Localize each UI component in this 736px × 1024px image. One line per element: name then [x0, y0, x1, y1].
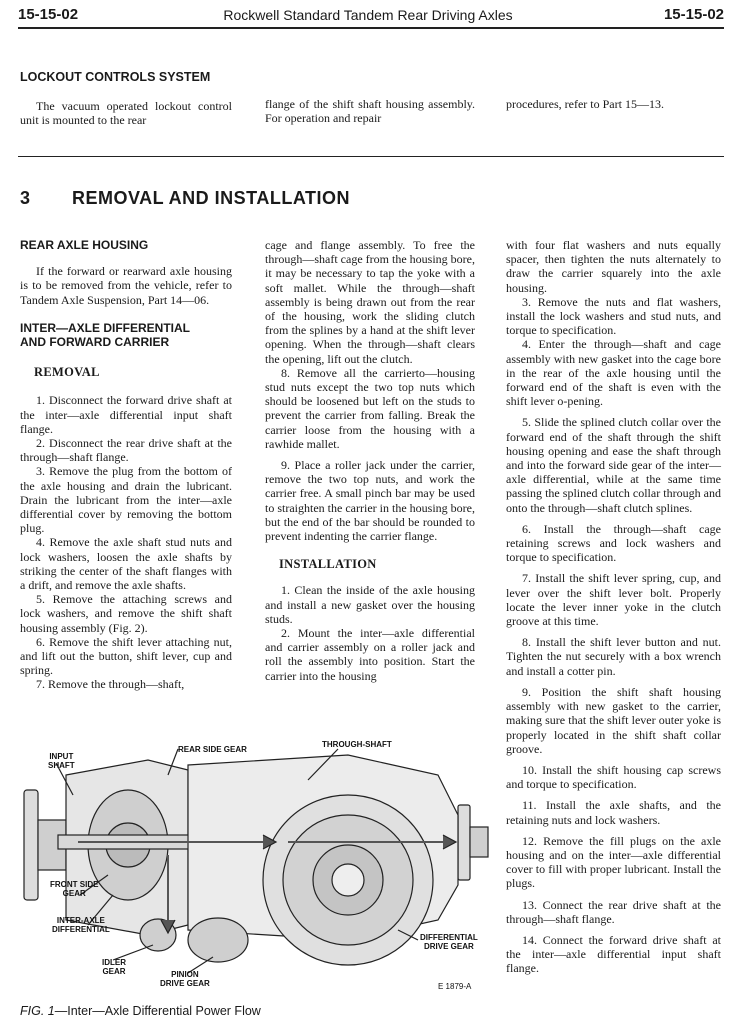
figure-caption-prefix: FIG. 1—: [20, 1004, 68, 1018]
install-step-11: 11. Install the axle shafts, and the retaining nuts and lock washers.: [506, 798, 721, 827]
label-front-side-gear: [50, 880, 98, 898]
column-3: [506, 238, 721, 976]
lockout-heading: LOCKOUT CONTROLS SYSTEM: [20, 70, 211, 84]
header-rule: [18, 27, 724, 29]
section-rule: [18, 156, 724, 157]
label-input-shaft: [48, 752, 75, 770]
install-step-1: 1. Clean the inside of the axle housing and install a new gasket over the housing studs.: [265, 583, 475, 626]
label-idler-gear: [102, 958, 126, 976]
label-pinion-drive-gear: [160, 970, 210, 988]
removal-step-9: 9. Place a roller jack under the carrier, remove the two top nuts, and work the carrier free. A small pinch bar may be used to straighten the carrier in the housing bore, but the end of the bar should be rounded to prevent indenting the carrier flange.: [265, 458, 475, 544]
figure-caption-text: Inter—Axle Differential Power Flow: [67, 1004, 261, 1018]
label-input-shaft-2: SHAFT: [48, 761, 75, 770]
label-front-side-gear-2: GEAR: [62, 889, 86, 898]
column-2: [265, 238, 475, 683]
install-step-6: 6. Install the through—shaft cage retaining screws and lock washers and torque to specification.: [506, 521, 721, 565]
lockout-col1: [20, 99, 232, 127]
page-number-right: 15-15-02: [663, 6, 724, 23]
page-number-left: 15-15-02: [18, 6, 79, 23]
install-step-13: 13. Connect the rear drive shaft at the through—shaft flange.: [506, 897, 721, 926]
removal-step-7: 7. Remove the through—shaft,: [36, 677, 185, 692]
label-pinion-drive-gear-2: DRIVE GEAR: [160, 979, 210, 988]
input-flange: [24, 790, 38, 900]
label-input-shaft-1: INPUT: [49, 752, 74, 761]
figure-caption: [20, 1004, 261, 1018]
install-step-14: 14. Connect the forward drive shaft at the inter—axle differential input shaft flange.: [506, 932, 721, 976]
label-inter-axle-differential-2: DIFFERENTIAL: [52, 925, 110, 934]
section-number: 3: [20, 188, 31, 208]
removal-subhead: REMOVAL: [34, 365, 100, 380]
install-step-7: 7. Install the shift lever spring, cup, and lever over the shift lever bolt. Properly locate the lever inner yoke in the clutch groove at this time.: [506, 571, 721, 629]
label-differential-drive-gear: [420, 933, 478, 951]
label-pinion-drive-gear-1: PINION: [171, 970, 199, 979]
heading-inter-axle-1: INTER—AXLE DIFFERENTIAL: [20, 320, 190, 335]
column-1: [20, 238, 232, 692]
power-flow-illustration: [18, 735, 496, 997]
running-title: Rockwell Standard Tandem Rear Driving Axles: [223, 7, 513, 23]
label-differential-drive-gear-1: DIFFERENTIAL: [420, 933, 478, 942]
output-flange: [458, 805, 470, 880]
removal-step-5: 5. Remove the attaching screws and lock washers, and remove the shift shaft housing assembly (Fig. 2).: [20, 592, 232, 635]
install-step-10: 10. Install the shift housing cap screws and torque to specification.: [506, 762, 721, 792]
removal-step-7-cont: cage and flange assembly. To free the through—shaft cage from the housing bore, it may be necessary to tap the yoke with a soft mallet. While the through—shaft assembly is being drawn out from the rear of the housing, work the sliding clutch from the splines by a hand at the shift lever opening. When the through—shaft clears the opening, lift out the clutch.: [265, 238, 475, 366]
label-rear-side-gear: REAR SIDE GEAR: [178, 745, 247, 754]
removal-step-8: 8. Remove all the carrierto—housing stud nuts except the two top nuts which should be loosened but left on the studs to prevent the carrier from falling. Break the carrier loose from the housing with a rawhide mallet.: [265, 365, 475, 451]
label-front-side-gear-1: FRONT SIDE: [50, 880, 99, 889]
section-title: REMOVAL AND INSTALLATION: [72, 188, 350, 208]
lockout-col1-text: The vacuum operated lockout control unit is mounted to the rear: [20, 99, 232, 128]
removal-step-4: 4. Remove the axle shaft stud nuts and lock washers, loosen the axle shafts by striking the center of the shaft flanges with a drift, and remove the axle shafts.: [20, 535, 232, 593]
install-step-4: 4. Enter the through—shaft and cage assembly with new gasket into the cage bore in the rear of the axle housing until the forward end of the shaft is even with the shift lever o-pening.: [506, 337, 721, 409]
lockout-col3-text: procedures, refer to Part 15—13.: [506, 97, 664, 111]
heading-inter-axle-2: AND FORWARD CARRIER: [20, 335, 170, 350]
install-step-2: 2. Mount the inter—axle differential and carrier assembly on a roller jack and roll the assembly into position. Start the carrier into the housing: [265, 626, 475, 683]
install-step-9: 9. Position the shift shaft housing assembly with new gasket to the carrier, making sure that the shift lever outer yoke is properly located in the shift shaft collar groove.: [506, 684, 721, 756]
rear-axle-housing-text: If the forward or rearward axle housing is to be removed from the vehicle, refer to Tandem Axle Suspension, Part 14—06.: [20, 264, 232, 307]
install-step-2-cont: with four flat washers and nuts equally spacer, then tighten the nuts alternately to draw the carrier squarely into the axle housing.: [506, 238, 721, 295]
removal-step-1: 1. Disconnect the forward drive shaft at the inter—axle differential input shaft flange.: [20, 393, 232, 436]
figure-ref-code: E 1879-A: [438, 982, 472, 991]
installation-subhead: INSTALLATION: [279, 557, 377, 572]
removal-step-3: 3. Remove the plug from the bottom of the axle housing and drain the lubricant. Drain the lubricant from the inter—axle differential cover by removing the bottom plug.: [20, 464, 232, 536]
label-through-shaft: THROUGH-SHAFT: [322, 740, 392, 749]
install-step-12: 12. Remove the fill plugs on the axle housing and on the inter—axle differential cover to fill with proper lubricant. Install the plugs.: [506, 833, 721, 891]
heading-rear-axle-housing: REAR AXLE HOUSING: [20, 238, 149, 252]
output-yoke: [470, 827, 488, 857]
install-step-3: 3. Remove the nuts and flat washers, install the lock washers and stud nuts, and torque to specification.: [506, 294, 721, 338]
install-step-8: 8. Install the shift lever button and nut. Tighten the nut securely with a box wrench and install a cotter pin.: [506, 635, 721, 678]
label-idler-gear-2: GEAR: [102, 967, 126, 976]
label-inter-axle-differential-1: INTER-AXLE: [56, 916, 105, 925]
label-idler-gear-1: IDLER: [102, 958, 126, 967]
removal-step-6: 6. Remove the shift lever attaching nut, and lift out the button, shift lever, cup and spring.: [20, 634, 232, 678]
label-inter-axle-differential: [52, 916, 110, 934]
lockout-col2: [265, 97, 475, 125]
lockout-col3: [506, 97, 721, 111]
removal-step-2: 2. Disconnect the rear drive shaft at the through—shaft flange.: [20, 436, 232, 465]
lockout-col2-text: flange of the shift shaft housing assembly. For operation and repair: [265, 97, 475, 126]
label-differential-drive-gear-2: DRIVE GEAR: [423, 942, 474, 951]
install-step-5: 5. Slide the splined clutch collar over the forward end of the shaft through the shift housing opening and ease the shaft through and into the forward side gear of the inter—axle differential, while at the same time passing the splined clutch collar through and onto the through—shaft clutch splines.: [506, 415, 721, 515]
pinion-drive-gear: [188, 918, 248, 962]
